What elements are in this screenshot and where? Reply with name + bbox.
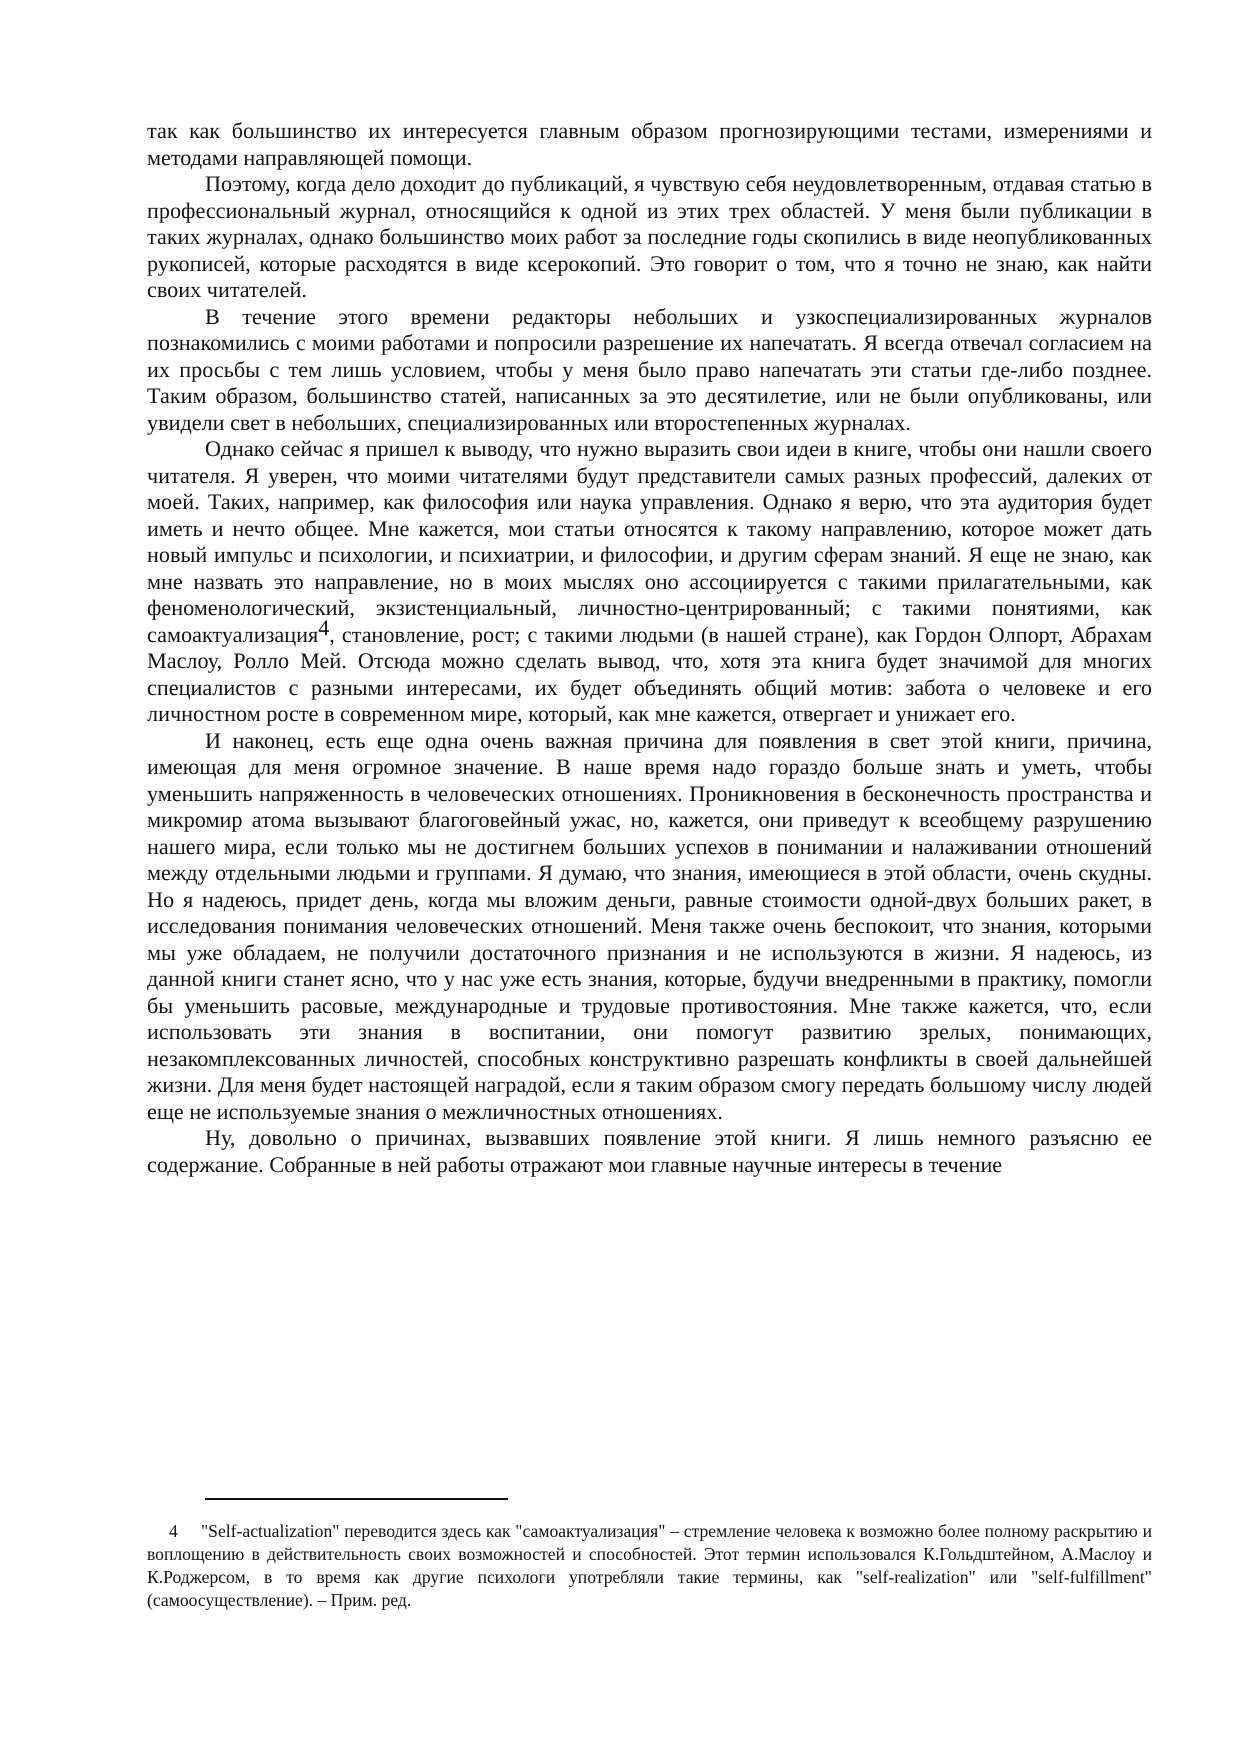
paragraph: В течение этого времени редакторы небольших и узкоспециализированных журналов познакомились с моими работами и попросили разрешение их напечатать. Я всегда отвечал согласием на их просьбы с тем лишь условием, чтобы у меня было право напечатать эти статьи где-либо позднее. Таким образом, большинство статей, написанных за это десятилетие, или не были опубликованы, или увидели свет в небольших, специализированных или второстепенных журналах. (147, 303, 1152, 435)
paragraph-with-footnote (147, 436, 1152, 728)
footnote-reference[interactable]: 4 (318, 614, 330, 640)
paragraph: Поэтому, когда дело доходит до публикаций, я чувствую себя неудовлетворенным, отдавая статью в профессиональный журнал, относящийся к одной из этих трех областей. У меня были публикации в таких журналах, однако большинство моих работ за последние годы скопились в виде неопубликованных рукописей, которые расходятся в виде ксерокопий. Это говорит о том, что я точно не знаю, как найти своих читателей. (147, 171, 1152, 302)
paragraph-text: , становление, рост; с такими людьми (в нашей стране), как Гордон Олпорт, Абрахам Маслоу, Ролло Мей. Отсюда можно сделать вывод, что, хотя эта книга будет значимой для многих специалистов с разными интересами, их будет объединять общий мотив: забота о человеке и его личностном росте в современном мире, который, как мне кажется, отвергает и унижает его. (147, 621, 1152, 726)
paragraph: И наконец, есть еще одна очень важная причина для появления в свет этой книги, причина, имеющая для меня огромное значение. В наше время надо гораздо больше знать и уметь, чтобы уменьшить напряженность в человеческих отношениях. Проникновения в бесконечность пространства и микромир атома вызывают благоговейный ужас, но, кажется, они приведут к всеобщему разрушению нашего мира, если только мы не достигнем больших успехов в понимании и налаживании отношений между отдельными людьми и группами. Я думаю, что знания, имеющиеся в этой области, очень скудны. Но я надеюсь, придет день, когда мы вложим деньги, равные стоимости одной-двух больших ракет, в исследования понимания человеческих отношений. Меня также очень беспокоит, что знания, которыми мы уже обладаем, не получили достаточного признания и не используются в жизни. Я надеюсь, из данной книги станет ясно, что у нас уже есть знания, которые, будучи внедренными в практику, помогли бы уменьшить расовые, международные и трудовые противостояния. Мне также кажется, что, если использовать эти знания в воспитании, они помогут развитию зрелых, понимающих, незакомплексованных личностей, способных конструктивно разрешать конфликты в своей дальнейшей жизни. Для меня будет настоящей наградой, если я таким образом смогу передать большому числу людей еще не используемые знания о межличностных отношениях. (147, 727, 1152, 1124)
footnote-text: "Self-actualization" переводится здесь как "самоактуализация" – стремление человека к возможно более полному раскрытию и воплощению в действительность своих возможностей и способностей. Этот термин использовался К.Гольдштейном, А.Маслоу и К.Роджерсом, в то время как другие психологи употребляли такие термины, как "self-realization" или "self-fulfillment" (самоосуществление). – Прим. ред. (147, 1521, 1152, 1610)
document-body (147, 118, 1152, 1178)
paragraph: так как большинство их интересуется главным образом прогнозирующими тестами, измерениями и методами направляющей помощи. (147, 118, 1152, 170)
paragraph: Ну, довольно о причинах, вызвавших появление этой книги. Я лишь немного разъясню ее содержание. Собранные в ней работы отражают мои главные научные интересы в течение (147, 1125, 1152, 1177)
paragraph-text: Однако сейчас я пришел к выводу, что нужно выразить свои идеи в книге, чтобы они нашли своего читателя. Я уверен, что моими читателями будут представители самых разных профессий, далеких от моей. Таких, например, как философия или наука управления. Однако я верю, что эта аудитория будет иметь и нечто общее. Мне кажется, мои статьи относятся к такому направлению, которое может дать новый импульс и психологии, и психиатрии, и философии, и другим сферам знаний. Я еще не знаю, как мне назвать это направление, но в моих мыслях оно ассоциируется с такими прилагательными, как феноменологический, экзистенциальный, личностно-центрированный; с такими понятиями, как самоактуализация (147, 436, 1152, 647)
footnote-separator (205, 1498, 508, 1500)
footnote (147, 1520, 1152, 1612)
footnote-number: 4 (169, 1521, 178, 1541)
